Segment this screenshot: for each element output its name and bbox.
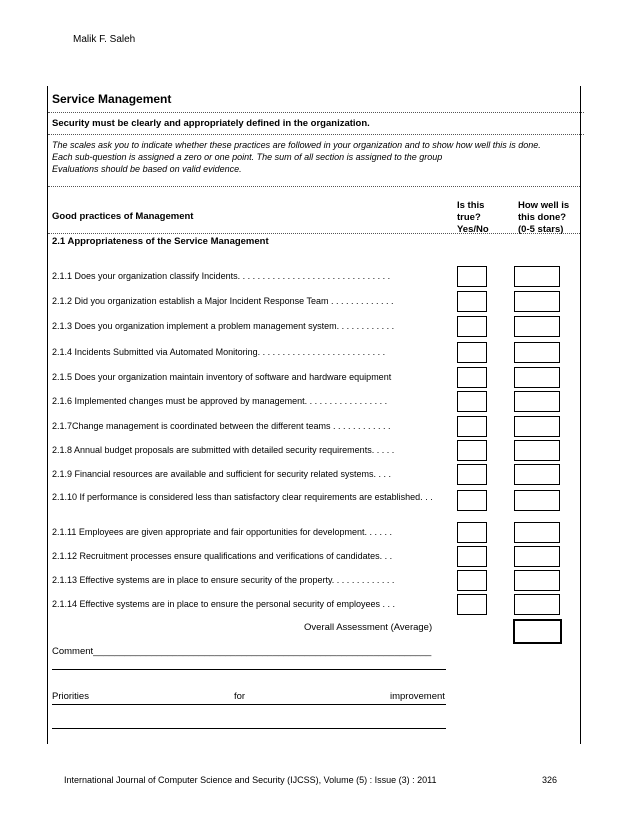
yes-no-box[interactable] (457, 594, 487, 615)
stars-box[interactable] (514, 570, 560, 591)
yes-no-box[interactable] (457, 342, 487, 363)
overall-assessment-label: Overall Assessment (Average) (304, 622, 433, 633)
stars-box[interactable] (514, 522, 560, 543)
yes-no-box[interactable] (457, 570, 487, 591)
scales-line-2: Each sub-question is assigned a zero or one point. The sum of all section is assigned to the group (52, 152, 443, 162)
stars-box[interactable] (514, 266, 560, 287)
assessment-form (47, 86, 581, 744)
stars-box[interactable] (514, 291, 560, 312)
form-title: Service Management (48, 86, 584, 113)
column-yes-no-header: Is this true? Yes/No (457, 200, 489, 235)
stars-box[interactable] (514, 594, 560, 615)
priorities-rule[interactable] (52, 704, 446, 705)
question-item: 2.1.10 If performance is considered less than satisfactory clear requirements are established. . . (52, 492, 433, 502)
scales-instructions (48, 135, 580, 187)
question-item: 2.1.14 Effective systems are in place to ensure the personal security of employees . . . (52, 599, 396, 609)
question-item: 2.1.7Change management is coordinated between the different teams . . . . . . . . . . . . (52, 421, 391, 431)
stars-box[interactable] (514, 490, 560, 511)
journal-footer: International Journal of Computer Science and Security (IJCSS), Volume (5) : Issue (3) : 2011 (64, 775, 437, 785)
question-item: 2.1.1 Does your organization classify Incidents. . . . . . . . . . . . . . . . . . . . . . . . . . . . . . . (52, 271, 391, 281)
yes-no-box[interactable] (457, 391, 487, 412)
column-practices-header: Good practices of Management (52, 211, 194, 222)
stars-box[interactable] (514, 464, 560, 485)
stars-box[interactable] (514, 440, 560, 461)
yes-no-box[interactable] (457, 464, 487, 485)
yes-no-box[interactable] (457, 522, 487, 543)
scales-line-1: The scales ask you to indicate whether these practices are followed in your organization and to show how well this is done. (52, 140, 541, 150)
page-number: 326 (542, 775, 558, 785)
yes-no-box[interactable] (457, 367, 487, 388)
comment-rule (52, 669, 446, 670)
question-item: 2.1.12 Recruitment processes ensure qualifications and verifications of candidates. . . (52, 551, 393, 561)
yes-no-box[interactable] (457, 316, 487, 337)
section-heading: 2.1 Appropriateness of the Service Management (52, 236, 269, 247)
stars-box[interactable] (514, 367, 560, 388)
priorities-rule-2[interactable] (52, 728, 446, 729)
stars-box[interactable] (514, 316, 560, 337)
stars-box[interactable] (514, 391, 560, 412)
question-item: 2.1.5 Does your organization maintain inventory of software and hardware equipment (52, 372, 392, 382)
priorities-word-3: improvement (390, 691, 445, 702)
question-item: 2.1.8 Annual budget proposals are submitted with detailed security requirements. . . . . (52, 445, 395, 455)
yes-no-box[interactable] (457, 440, 487, 461)
comment-line[interactable]: Comment________________________________________________________________ (52, 646, 432, 657)
stars-box[interactable] (514, 342, 560, 363)
overall-assessment-box[interactable] (513, 619, 562, 644)
question-item: 2.1.2 Did you organization establish a Major Incident Response Team . . . . . . . . . . . . . (52, 296, 394, 306)
question-item: 2.1.4 Incidents Submitted via Automated Monitoring. . . . . . . . . . . . . . . . . . . . . . . . . . (52, 347, 386, 357)
author-header: Malik F. Saleh (73, 34, 136, 45)
yes-no-box[interactable] (457, 546, 487, 567)
question-item: 2.1.6 Implemented changes must be approved by management. . . . . . . . . . . . . . . . . (52, 396, 388, 406)
table-header (48, 188, 580, 234)
form-subtitle: Security must be clearly and appropriately defined in the organization. (48, 113, 584, 135)
yes-no-box[interactable] (457, 266, 487, 287)
stars-box[interactable] (514, 546, 560, 567)
question-item: 2.1.9 Financial resources are available and sufficient for security related systems. . . . (52, 469, 391, 479)
yes-no-box[interactable] (457, 416, 487, 437)
yes-no-box[interactable] (457, 490, 487, 511)
scales-line-3: Evaluations should be based on valid evidence. (52, 164, 242, 174)
yes-no-box[interactable] (457, 291, 487, 312)
priorities-word-1: Priorities (52, 691, 89, 702)
priorities-word-2: for (234, 691, 246, 702)
question-item: 2.1.11 Employees are given appropriate and fair opportunities for development. . . . . . (52, 527, 393, 537)
column-stars-header: How well is this done? (0-5 stars) (518, 200, 570, 235)
question-item: 2.1.13 Effective systems are in place to ensure security of the property. . . . . . . . . . . . . (52, 575, 395, 585)
stars-box[interactable] (514, 416, 560, 437)
question-item: 2.1.3 Does you organization implement a problem management system. . . . . . . . . . . . (52, 321, 395, 331)
